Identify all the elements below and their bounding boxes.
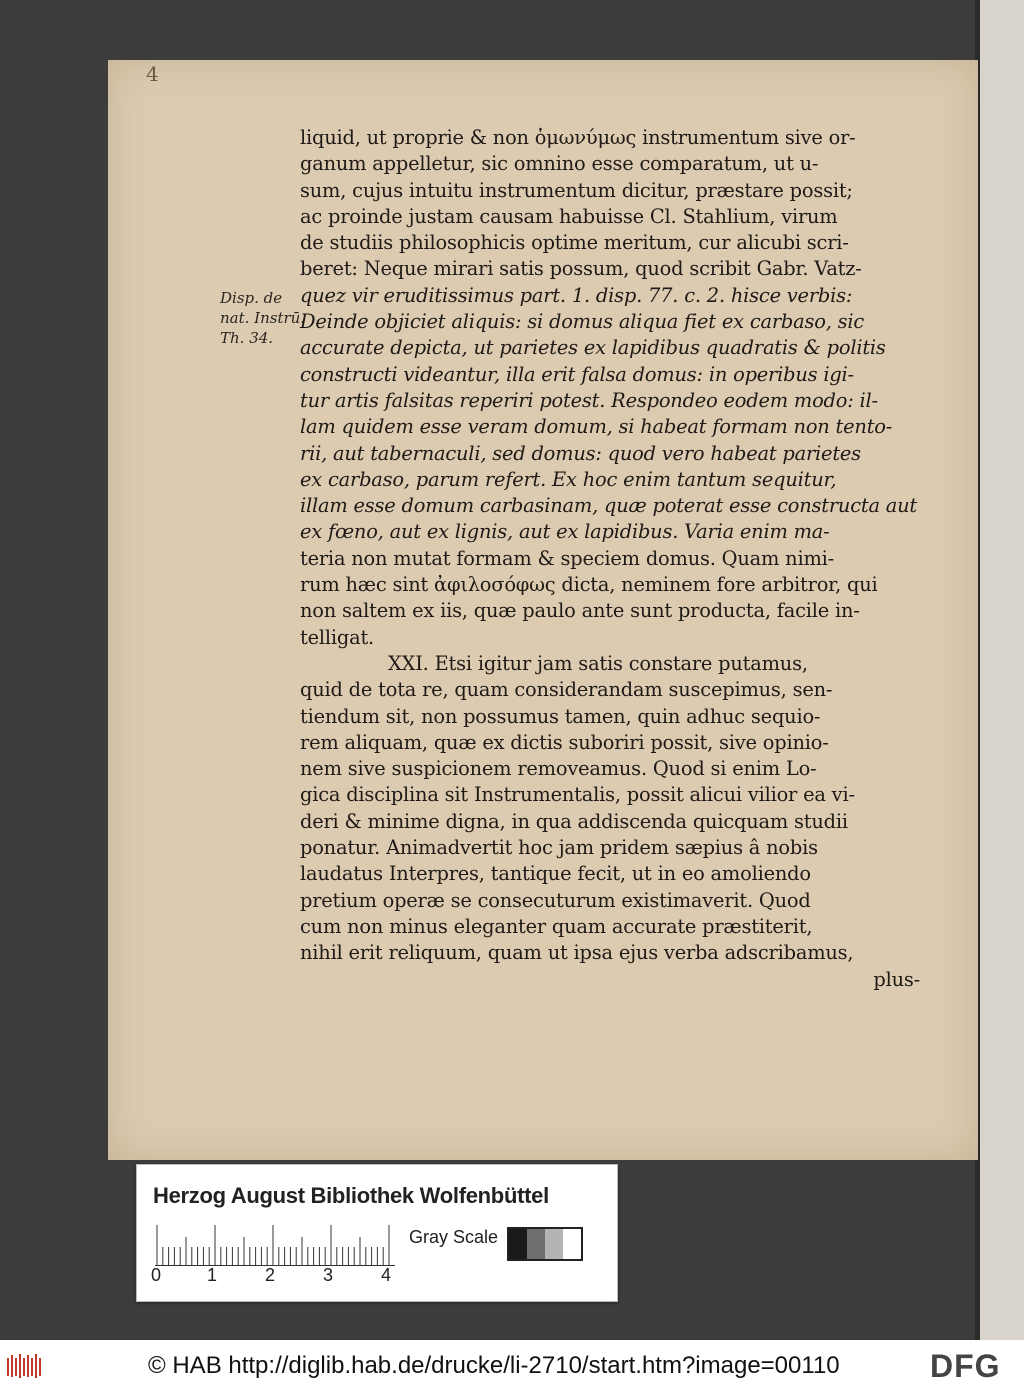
gray-scale-swatches bbox=[507, 1227, 583, 1261]
text-line: ponatur. Animadvertit hoc jam pridem sæpius â nobis bbox=[300, 836, 818, 860]
ruler-number: 0 bbox=[151, 1265, 162, 1285]
text-line: rii, aut tabernaculi, sed domus: quod vero habeat parietes bbox=[300, 441, 861, 465]
text-line: ex fœno, aut ex lignis, aut ex lapidibus. Varia enim ma- bbox=[300, 520, 830, 544]
text-line: beret: Neque mirari satis possum, quod scribit Gabr. Vatz- bbox=[300, 257, 862, 281]
margin-note-line: nat. Instrū. bbox=[220, 309, 306, 327]
text-line: deri & minime digna, in qua addiscenda quicquam studii bbox=[300, 809, 848, 833]
text-line: liquid, ut proprie & non ὁμωνύμως instrumentum sive or- bbox=[300, 126, 856, 149]
text-line: tur artis falsitas reperiri potest. Respondeo eodem modo: il- bbox=[300, 388, 878, 412]
book-page bbox=[108, 60, 978, 1160]
gray-swatch bbox=[563, 1229, 581, 1259]
hab-logo-icon bbox=[6, 1352, 46, 1380]
text-line: non saltem ex iis, quæ paulo ante sunt producta, facile in- bbox=[300, 599, 860, 623]
text-line: quid de tota re, quam considerandam suscepimus, sen- bbox=[300, 678, 833, 702]
library-name: Herzog August Bibliothek Wolfenbüttel bbox=[153, 1183, 549, 1208]
ruler-number: 1 bbox=[207, 1265, 218, 1285]
text-line: pretium operæ se consecuturum existimaverit. Quod bbox=[300, 888, 811, 912]
text-line: lam quidem esse veram domum, si habeat formam non tento- bbox=[300, 415, 893, 439]
text-line: rem aliquam, quæ ex dictis suboriri possit, sive opinio- bbox=[300, 730, 829, 754]
margin-note-line: Th. 34. bbox=[220, 329, 274, 347]
scale-ruler bbox=[155, 1223, 395, 1266]
ruler-ticks bbox=[155, 1223, 395, 1265]
text-line: nihil erit reliquum, quam ut ipsa ejus verba adscribamus, bbox=[300, 941, 854, 965]
text-line: de studiis philosophicis optime meritum, cur alicubi scri- bbox=[300, 231, 849, 255]
gray-scale-label: Gray Scale bbox=[409, 1227, 499, 1247]
text-line: telligat. bbox=[300, 625, 375, 649]
credit-link[interactable]: © HAB http://diglib.hab.de/drucke/li-2710/start.htm?image=00110 bbox=[148, 1352, 840, 1379]
text-line: nem sive suspicionem removeamus. Quod si enim Lo- bbox=[300, 757, 817, 781]
text-line: quez vir eruditissimus part. 1. disp. 77. c. 2. hisce verbis: bbox=[300, 283, 853, 307]
text-line: illam esse domum carbasinam, quæ poterat esse constructa aut bbox=[300, 494, 918, 518]
text-line: tiendum sit, non possumus tamen, quin adhuc sequio- bbox=[300, 704, 821, 728]
gray-swatch bbox=[527, 1229, 545, 1259]
text-line: laudatus Interpres, tantique fecit, ut in eo amoliendo bbox=[300, 862, 811, 886]
text-line: plus- bbox=[873, 967, 920, 991]
text-line: constructi videantur, illa erit falsa domus: in operibus igi- bbox=[300, 362, 854, 386]
text-line: Deinde objiciet aliquis: si domus aliqua fiet ex carbaso, sic bbox=[300, 310, 865, 334]
ruler-number: 4 bbox=[381, 1265, 392, 1285]
page-mark: 4 bbox=[146, 62, 159, 86]
text-line: rum hæc sint ἀφιλοσόφως dicta, neminem fore arbitror, qui bbox=[300, 573, 878, 597]
gray-swatch bbox=[509, 1229, 527, 1259]
text-line: sum, cujus intuitu instrumentum dicitur, præstare possit; bbox=[300, 178, 853, 202]
text-line: gica disciplina sit Instrumentalis, possit alicui vilior ea vi- bbox=[300, 783, 855, 807]
color-calibration-bar bbox=[136, 1164, 618, 1302]
ruler-number: 3 bbox=[323, 1265, 334, 1285]
text-line: teria non mutat formam & speciem domus. Quam nimi- bbox=[300, 546, 834, 570]
margin-note bbox=[220, 288, 306, 348]
text-line: cum non minus eleganter quam accurate præstiterit, bbox=[300, 914, 813, 938]
text-line: ganum appelletur, sic omnino esse comparatum, ut u- bbox=[300, 152, 819, 176]
gray-swatch bbox=[545, 1229, 563, 1259]
text-line: ex carbaso, parum refert. Ex hoc enim tantum sequitur, bbox=[300, 467, 837, 491]
ruler-number: 2 bbox=[265, 1265, 276, 1285]
body-text bbox=[300, 125, 940, 993]
margin-note-line: Disp. de bbox=[220, 289, 283, 307]
text-line: accurate depicta, ut parietes ex lapidibus quadratis & politis bbox=[300, 336, 886, 360]
ruler-numbers bbox=[151, 1265, 411, 1285]
dfg-logo: DFG bbox=[930, 1348, 1001, 1384]
text-line: XXI. Etsi igitur jam satis constare putamus, bbox=[388, 651, 808, 675]
facing-page-strip bbox=[980, 0, 1024, 1340]
viewer-footer bbox=[0, 1340, 1024, 1391]
text-line: ac proinde justam causam habuisse Cl. Stahlium, virum bbox=[300, 204, 838, 228]
